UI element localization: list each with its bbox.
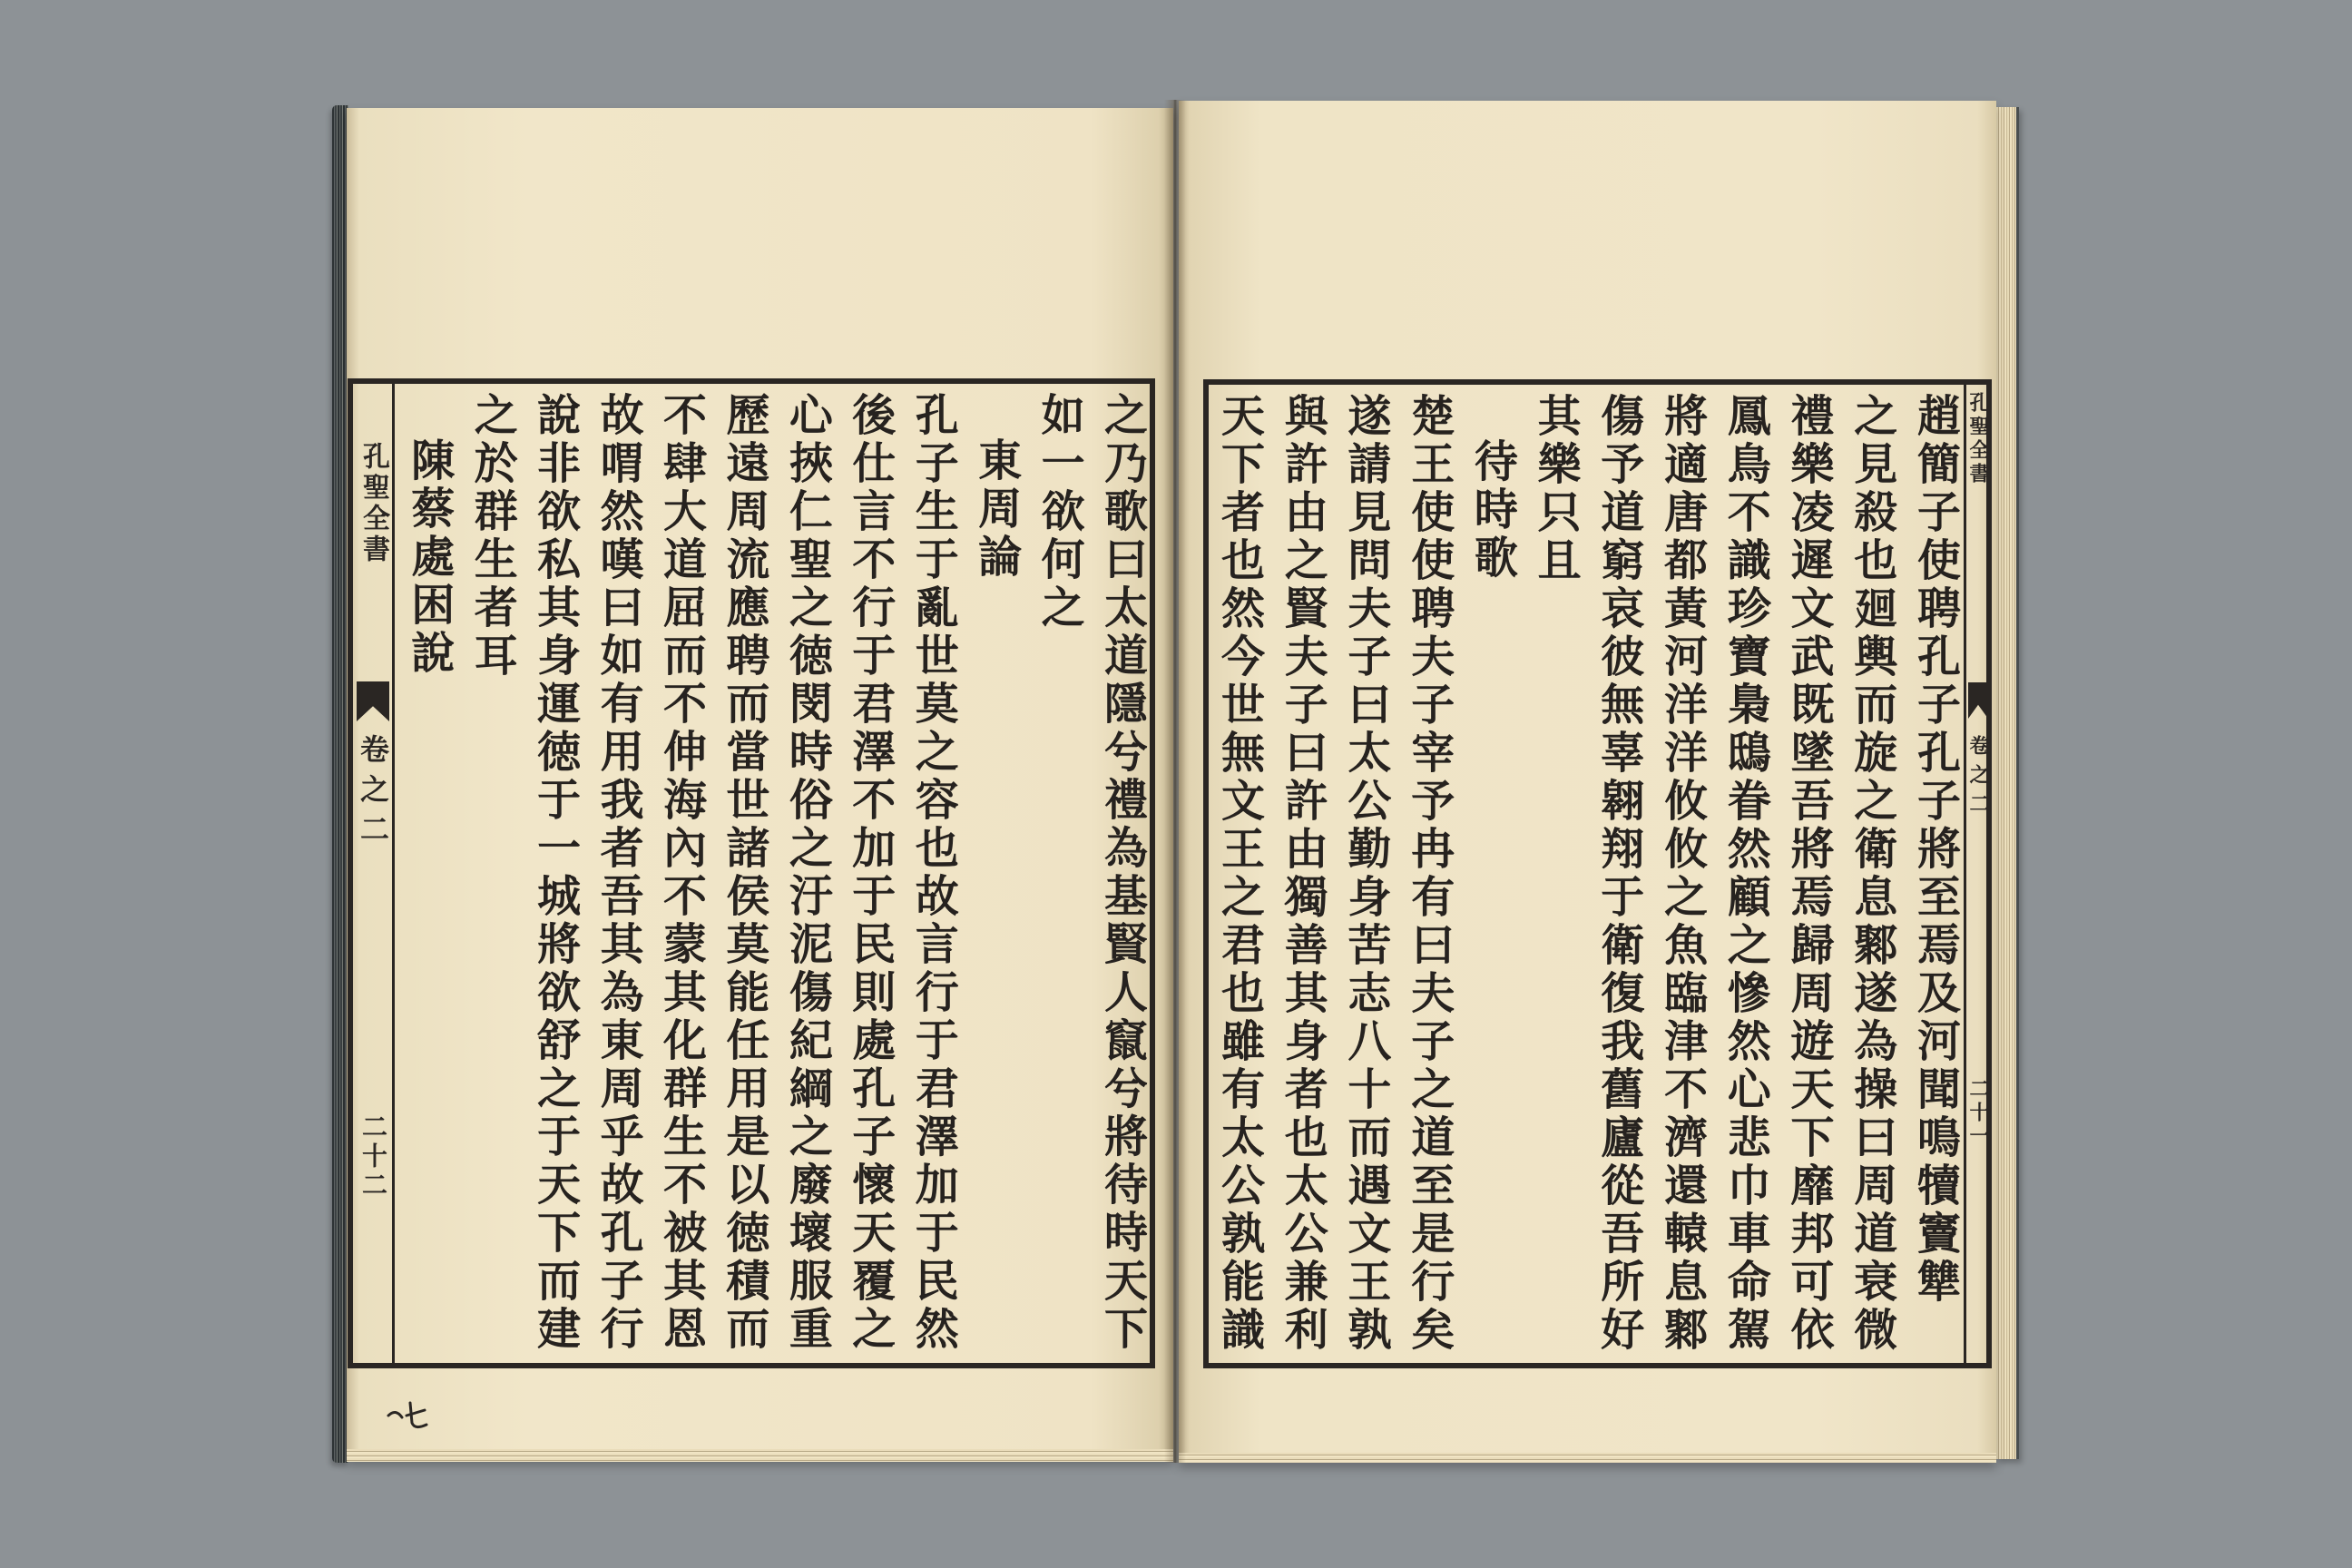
left-text-frame [348,378,1155,1368]
margin-divider-line [392,378,395,1368]
text-column: 其樂只且 [1530,393,1582,585]
right-page-stack-edge [1996,107,2019,1459]
leaf-number: 二十二 [358,1113,388,1200]
text-column: 天下者也然今世無文王之君也雖有太公孰能識 [1213,393,1265,1355]
text-column: 將適唐都黃河洋洋攸攸之魚臨津不濟還轅息鄹 [1656,393,1708,1355]
text-column: 故喟然嘆曰如有用我者吾其為東周乎故孔子行 [593,392,644,1354]
text-column: 禮樂凌遲文武既墜吾將焉歸周遊天下靡邦可依 [1783,393,1834,1355]
text-column: 說非欲私其身運徳于一城將欲舒之于天下而建 [529,392,581,1354]
text-column: 之乃歌曰太道隱兮禮為基賢人竄兮將待時天下 [1096,392,1148,1354]
text-column: 楚王使使聘夫子宰予冉有曰夫子之道至是行矣 [1403,393,1455,1355]
left-page-bottom-edge [347,1449,1173,1462]
text-column: 孔子生于亂世莫之容也故言行于君澤加于民然 [907,392,959,1354]
text-column: 如一欲何之 [1034,392,1085,632]
margin-divider-line [1964,379,1966,1368]
right-text-frame [1203,379,1992,1368]
text-column: 趙簡子使聘孔子孔子將至焉及河聞鳴犢竇犨 [1909,393,1961,1307]
fishtail-mark [357,681,389,721]
text-column: 傷予道窮哀彼無辜翱翔于衛復我舊廬從吾所好 [1592,393,1644,1355]
book-gutter [1164,100,1186,1463]
text-column: 與許由之賢夫子曰許由獨善其身者也太公兼利 [1277,393,1328,1355]
running-title: 孔聖全書 [358,442,389,565]
text-column: 鳳鳥不識珍寶梟鴟眷然顧之慘然心悲巾車命駕 [1720,393,1771,1355]
leaf-number: 二十一 [1966,1078,1990,1149]
text-column: 之見殺也廻輿而旋之衛息鄹遂為操曰周道衰微 [1846,393,1897,1355]
text-column: 心挾仁聖之徳閔時俗之汙泥傷紀綱之廢壞服重 [781,392,833,1354]
ink-mark [385,1396,436,1436]
text-column: 不肆大道屈而不伸海內不蒙其化群生不被其恩 [655,392,707,1354]
section-title: 待時歌 [1466,438,1518,583]
section-title: 陳蔡處困說 [403,437,455,678]
left-page [347,108,1173,1460]
text-column: 之於群生者耳 [466,392,518,681]
right-page-bottom-edge [1179,1453,1996,1463]
right-page [1179,101,1996,1463]
chapter-label: 卷之二 [356,734,390,854]
text-column: 遂請見問夫子曰太公勤身苦志八十而遇文王孰 [1339,393,1391,1355]
chapter-label: 卷之二 [1966,735,1990,822]
text-column: 後仕言不行于君澤不加于民則處孔子懷天覆之 [844,392,896,1354]
text-column: 歷遠周流應聘而當世諸侯莫能任用是以徳積而 [718,392,769,1354]
section-title: 東周論 [970,437,1022,582]
running-title: 孔聖全書 [1966,392,1990,486]
fishtail-mark [1968,682,1988,719]
